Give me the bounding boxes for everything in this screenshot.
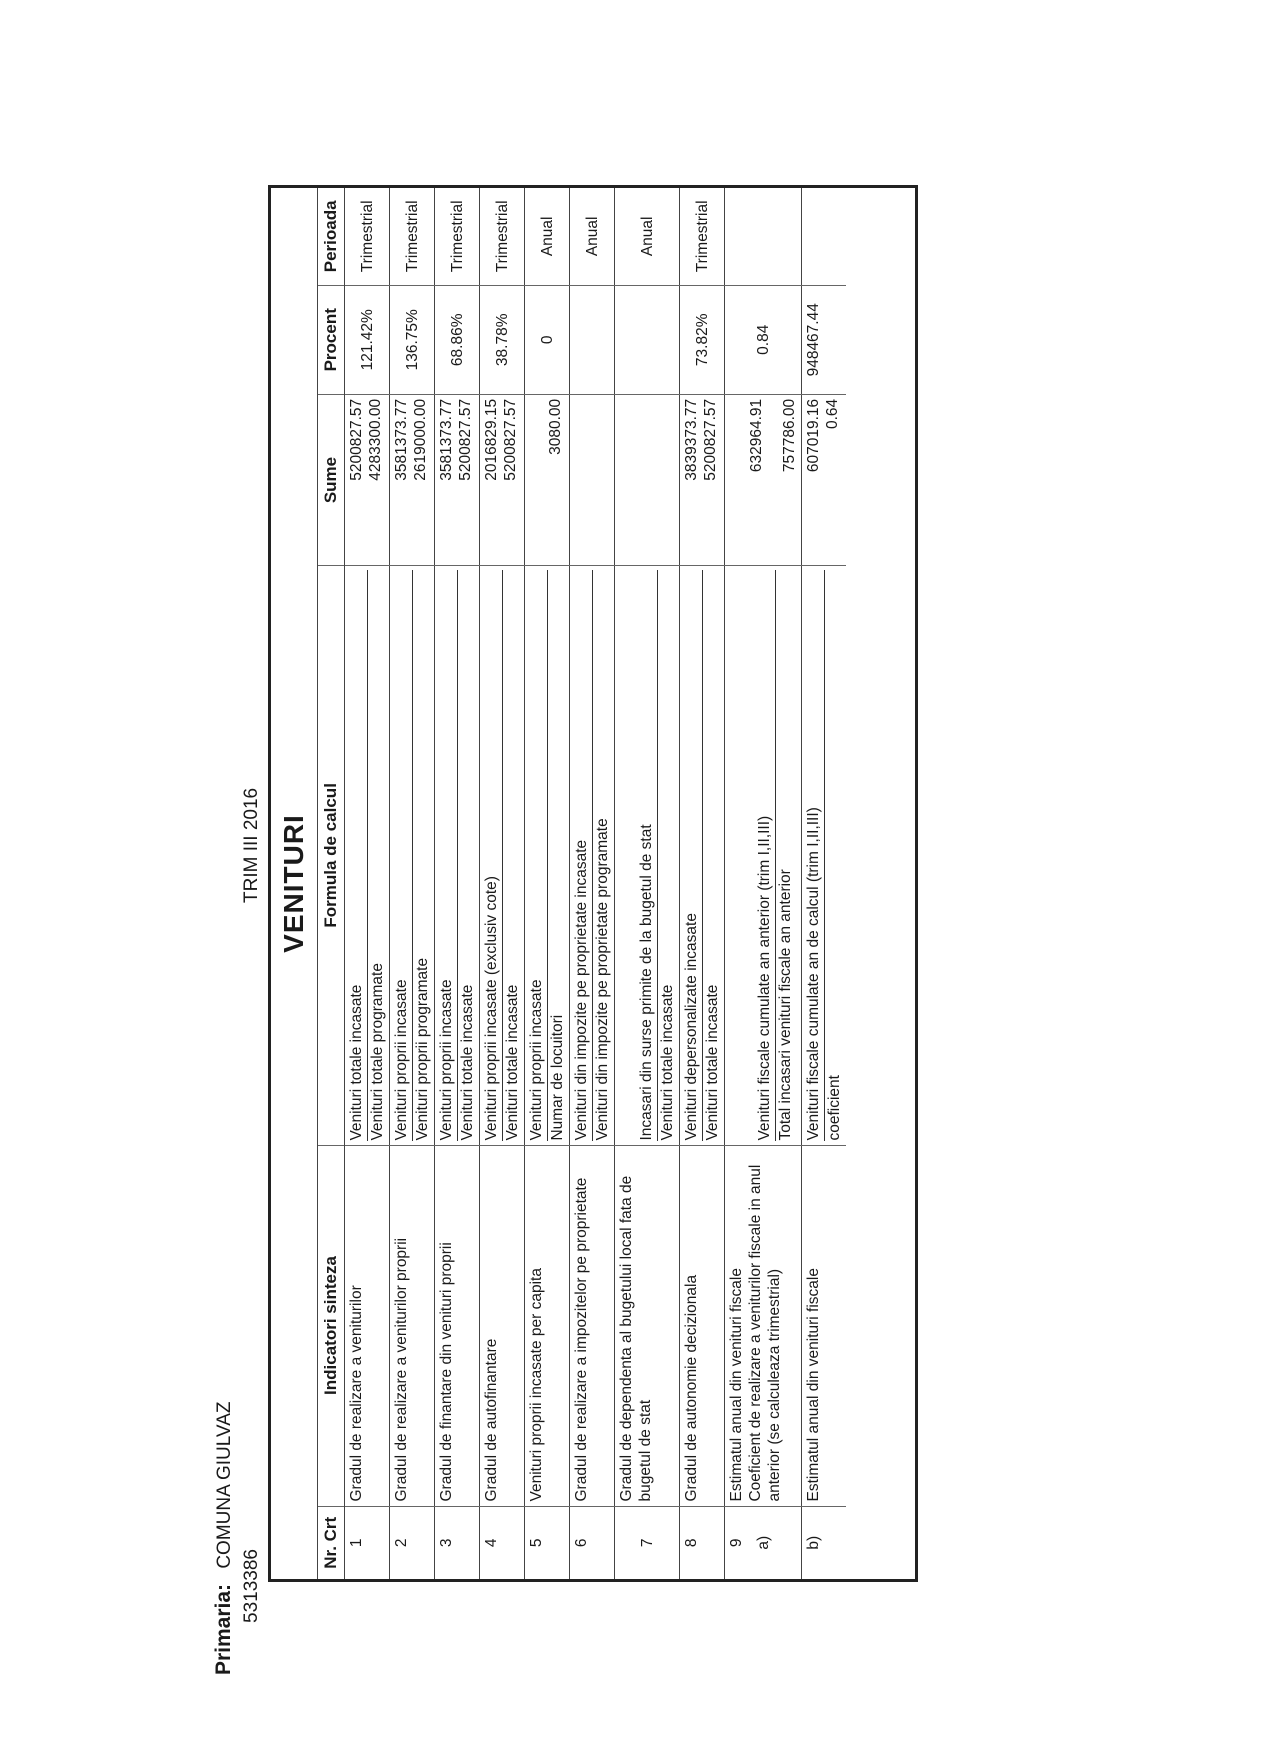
sum-numerator: 5200827.57: [348, 398, 365, 481]
row-period: Anual: [525, 188, 570, 285]
indicators-table-frame: [268, 185, 918, 1582]
row-sums: [570, 394, 615, 565]
formula-denominator: Venituri din impozite pe proprietate programate: [594, 818, 611, 1141]
row-sums: [525, 394, 570, 565]
row-indicator: Gradul de autofinantare: [480, 1145, 525, 1506]
header-line-primaria: [210, 175, 238, 1675]
row-formula: [390, 566, 435, 1145]
row-percent: 136.75%: [390, 285, 435, 394]
row-nr: 3: [435, 1506, 480, 1579]
row-period: Trimestrial: [345, 188, 390, 285]
row-indicator: Gradul de autonomie decizionala: [680, 1145, 725, 1506]
row-formula: [480, 566, 525, 1145]
commune-code: 5313386: [241, 1549, 262, 1623]
table-row: [525, 188, 570, 1579]
table-row: [680, 188, 725, 1579]
row-formula: [615, 566, 680, 1145]
sum-numerator: 607019.16: [805, 398, 822, 473]
row-indicator: Gradul de dependenta al bugetului local fata de bugetul de stat: [615, 1145, 680, 1506]
formula-denominator: coeficient: [826, 1075, 843, 1141]
row-indicator-main: Estimatul anual din venituri fiscale: [728, 1268, 745, 1502]
formula-numerator: Venituri fiscale cumulate an de calcul (trim I,II,III): [804, 570, 825, 1140]
table-row: [480, 188, 525, 1579]
indicators-table: [318, 188, 846, 1579]
row-percent: 948467.44: [802, 285, 847, 394]
table-row: [802, 188, 847, 1579]
formula-numerator: Venituri proprii incasate (exclusiv cote): [482, 570, 503, 1140]
document-header: [210, 175, 266, 1675]
row-period: Trimestrial: [435, 188, 480, 285]
row-sums: [480, 394, 525, 565]
row-formula: [435, 566, 480, 1145]
formula-numerator: Venituri proprii incasate: [527, 570, 548, 1140]
formula-numerator: Incasari din surse primite de la bugetul de stat: [637, 570, 658, 1140]
formula-denominator: Venituri totale incasate: [659, 984, 676, 1141]
row-sums: [390, 394, 435, 565]
sum-denominator: 3080.00: [547, 398, 564, 455]
row-indicator: Gradul de realizare a veniturilor: [345, 1145, 390, 1506]
row-percent: 121.42%: [345, 285, 390, 394]
formula-denominator: Venituri totale programate: [369, 963, 386, 1141]
row-formula: [680, 566, 725, 1145]
row-period: Anual: [570, 188, 615, 285]
row-nr: [725, 1506, 802, 1579]
row-percent: 0: [525, 285, 570, 394]
col-header-indicator: Indicatori sinteza: [318, 1145, 345, 1506]
primaria-label: Primaria:: [212, 1583, 235, 1675]
commune-name: COMUNA GIULVAZ: [214, 1401, 235, 1569]
report-period: TRIM III 2016: [241, 787, 262, 903]
row-percent: [615, 285, 680, 394]
formula-denominator: Venituri proprii programate: [414, 957, 431, 1141]
sum-numerator: 2016829.15: [483, 398, 500, 481]
row-percent: 73.82%: [680, 285, 725, 394]
row-sums: [615, 394, 680, 565]
formula-denominator: Venituri totale incasate: [459, 984, 476, 1141]
row-sums: [345, 394, 390, 565]
row-formula: [570, 566, 615, 1145]
row-nr: 6: [570, 1506, 615, 1579]
row-percent: 38.78%: [480, 285, 525, 394]
row-period: Trimestrial: [390, 188, 435, 285]
sum-denominator: 2619000.00: [412, 398, 429, 481]
table-row: [345, 188, 390, 1579]
col-header-period: Perioada: [318, 188, 345, 285]
formula-numerator: Venituri proprii incasate: [437, 570, 458, 1140]
formula-numerator: Venituri depersonalizate incasate: [682, 570, 703, 1140]
row-nr-sub: a): [755, 1535, 772, 1550]
formula-numerator: Venituri proprii incasate: [392, 570, 413, 1140]
row-nr: 1: [345, 1506, 390, 1579]
sum-denominator: 5200827.57: [457, 398, 474, 481]
row-formula: [345, 566, 390, 1145]
formula-denominator: Numar de locuitori: [549, 1014, 566, 1141]
sum-denominator: 0.64: [824, 398, 841, 430]
sum-numerator: 3581373.77: [438, 398, 455, 481]
formula-denominator: Venituri totale incasate: [704, 984, 721, 1141]
row-nr: b): [802, 1506, 847, 1579]
sum-numerator: 3581373.77: [393, 398, 410, 481]
row-indicator-sub: Coeficient de realizare a veniturilor fiscale in anul anterior (se calculeaza trimestrial): [747, 1164, 783, 1502]
row-sums: [725, 394, 802, 565]
row-percent: 0.84: [725, 285, 802, 394]
table-row: [435, 188, 480, 1579]
formula-numerator: Venituri din impozite pe proprietate incasate: [572, 570, 593, 1140]
row-formula: [725, 566, 802, 1145]
row-sums: [435, 394, 480, 565]
table-row: [725, 188, 802, 1579]
col-header-nr: Nr. Crt: [318, 1506, 345, 1579]
table-row: [390, 188, 435, 1579]
table-row: [570, 188, 615, 1579]
row-indicator: Venituri proprii incasate per capita: [525, 1145, 570, 1506]
sum-denominator: 757786.00: [781, 398, 798, 473]
col-header-formula: Formula de calcul: [318, 566, 345, 1145]
row-indicator: Gradul de realizare a veniturilor proprii: [390, 1145, 435, 1506]
sum-numerator: 632964.91: [748, 398, 765, 473]
row-period: [802, 188, 847, 285]
row-formula: [525, 566, 570, 1145]
row-formula: [802, 566, 847, 1145]
sum-denominator: 5200827.57: [702, 398, 719, 481]
row-nr-main: 9: [728, 1538, 745, 1548]
table-row: [615, 188, 680, 1579]
table-header-row: [318, 188, 345, 1579]
sum-denominator: 5200827.57: [502, 398, 519, 481]
sum-numerator: [527, 399, 546, 561]
header-line-code: [238, 175, 266, 1675]
row-indicator: Gradul de finantare din venituri proprii: [435, 1145, 480, 1506]
row-nr: 8: [680, 1506, 725, 1579]
col-header-percent: Procent: [318, 285, 345, 394]
row-nr: 5: [525, 1506, 570, 1579]
row-period: Trimestrial: [680, 188, 725, 285]
formula-numerator: Venituri fiscale cumulate an anterior (trim I,II,III): [755, 570, 776, 1140]
row-nr: 7: [615, 1506, 680, 1579]
formula-denominator: Total incasari venituri fiscale an anterior: [777, 869, 794, 1141]
row-sums: [802, 394, 847, 565]
row-percent: 68.86%: [435, 285, 480, 394]
formula-numerator: Venituri totale incasate: [347, 570, 368, 1140]
row-nr: 2: [390, 1506, 435, 1579]
row-indicator: Gradul de realizare a impozitelor pe proprietate: [570, 1145, 615, 1506]
table-title: VENITURI: [271, 188, 318, 1579]
row-sums: [680, 394, 725, 565]
sum-denominator: 4283300.00: [367, 398, 384, 481]
formula-denominator: Venituri totale incasate: [504, 984, 521, 1141]
row-percent: [570, 285, 615, 394]
sum-numerator: 3839373.77: [683, 398, 700, 481]
row-period: Anual: [615, 188, 680, 285]
row-period: Trimestrial: [480, 188, 525, 285]
row-period: [725, 188, 802, 285]
row-nr: 4: [480, 1506, 525, 1579]
row-indicator: [725, 1145, 802, 1506]
row-indicator: Estimatul anual din venituri fiscale: [802, 1145, 847, 1506]
col-header-sum: Sume: [318, 394, 345, 565]
